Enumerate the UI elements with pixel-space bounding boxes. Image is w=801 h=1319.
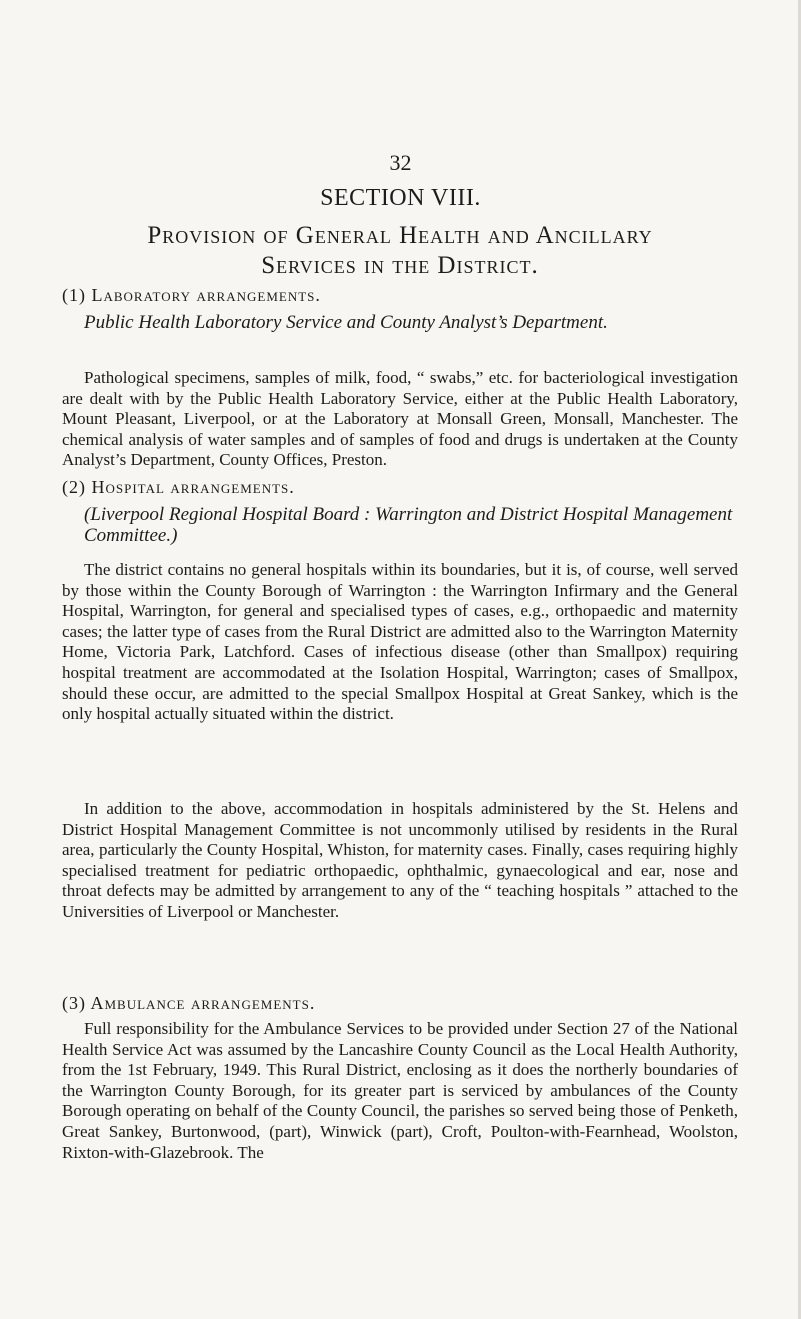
heading-hospital: (2) Hospital arrangements. [62, 477, 295, 497]
subheading-hospital-text: (Liverpool Regional Hospital Board : Warrington and District Hospital Management Committee.) [84, 504, 733, 546]
title-line-1: Provision of General Health and Ancillary [147, 222, 653, 249]
page-number: 32 [389, 150, 412, 175]
title-line-2: Services in the District. [261, 252, 539, 279]
section-heading: SECTION VIII. [320, 185, 481, 211]
paragraph-hospital-1: The district contains no general hospitals within its boundaries, but it is, of course, well served by those within the County Borough of Warrington : the Warrington Infirmary and the General Hospital, Warrington, for general and specialised types of cases, e.g., orthopaedic and maternity cases; the latter type of cases from the Rural District are admitted also to the Warrington Maternity Home, Victoria Park, Latchford. Cases of infectious disease (other than Smallpox) requiring hospital treatment are accommodated at the Isolation Hospital, Warrington; cases of Smallpox, should these occur, are admitted to the special Smallpox Hospital at Great Sankey, which is the only hospital actually situated within the district. [62, 560, 738, 724]
heading-laboratory: (1) Laboratory arrangements. [62, 285, 321, 305]
paragraph-ambulance: Full responsibility for the Ambulance Services to be provided under Section 27 of the National Health Service Act was assumed by the Lancashire County Council as the Local Health Authority, from the 1st February, 1949. This Rural District, enclosing as it does the northerly boundaries of the Warrington County Borough, for its greater part is serviced by ambulances of the County Borough operating on behalf of the County Council, the parishes so served being those of Penketh, Great Sankey, Burtonwood, (part), Winwick (part), Croft, Poulton-with-Fearnhead, Woolston, Rixton-with-Glazebrook. The [62, 1019, 738, 1162]
subheading-laboratory-text: Public Health Laboratory Service and County Analyst’s Department. [84, 312, 608, 333]
paragraph-laboratory: Pathological specimens, samples of milk, food, “ swabs,” etc. for bacteriological investigation are dealt with by the Public Health Laboratory Service, either at the Public Health Laboratory, Mount Pleasant, Liverpool, or at the Laboratory at Monsall Green, Monsall, Manchester. The chemical analysis of water samples and of samples of food and drugs is undertaken at the County Analyst’s Department, County Offices, Preston. [62, 368, 738, 470]
subheading-hospital [62, 504, 738, 546]
heading-ambulance: (3) Ambulance arrangements. [62, 993, 316, 1013]
subheading-laboratory [62, 312, 738, 333]
paragraph-hospital-2: In addition to the above, accommodation in hospitals administered by the St. Helens and District Hospital Management Committee is not uncommonly utilised by residents in the Rural area, particularly the County Hospital, Whiston, for maternity cases. Finally, cases requiring highly specialised treatment for pediatric orthopaedic, ophthalmic, gynaecological and ear, nose and throat defects may be admitted by arrangement to any of the “ teaching hospitals ” attached to the Universities of Liverpool or Manchester. [62, 799, 738, 921]
